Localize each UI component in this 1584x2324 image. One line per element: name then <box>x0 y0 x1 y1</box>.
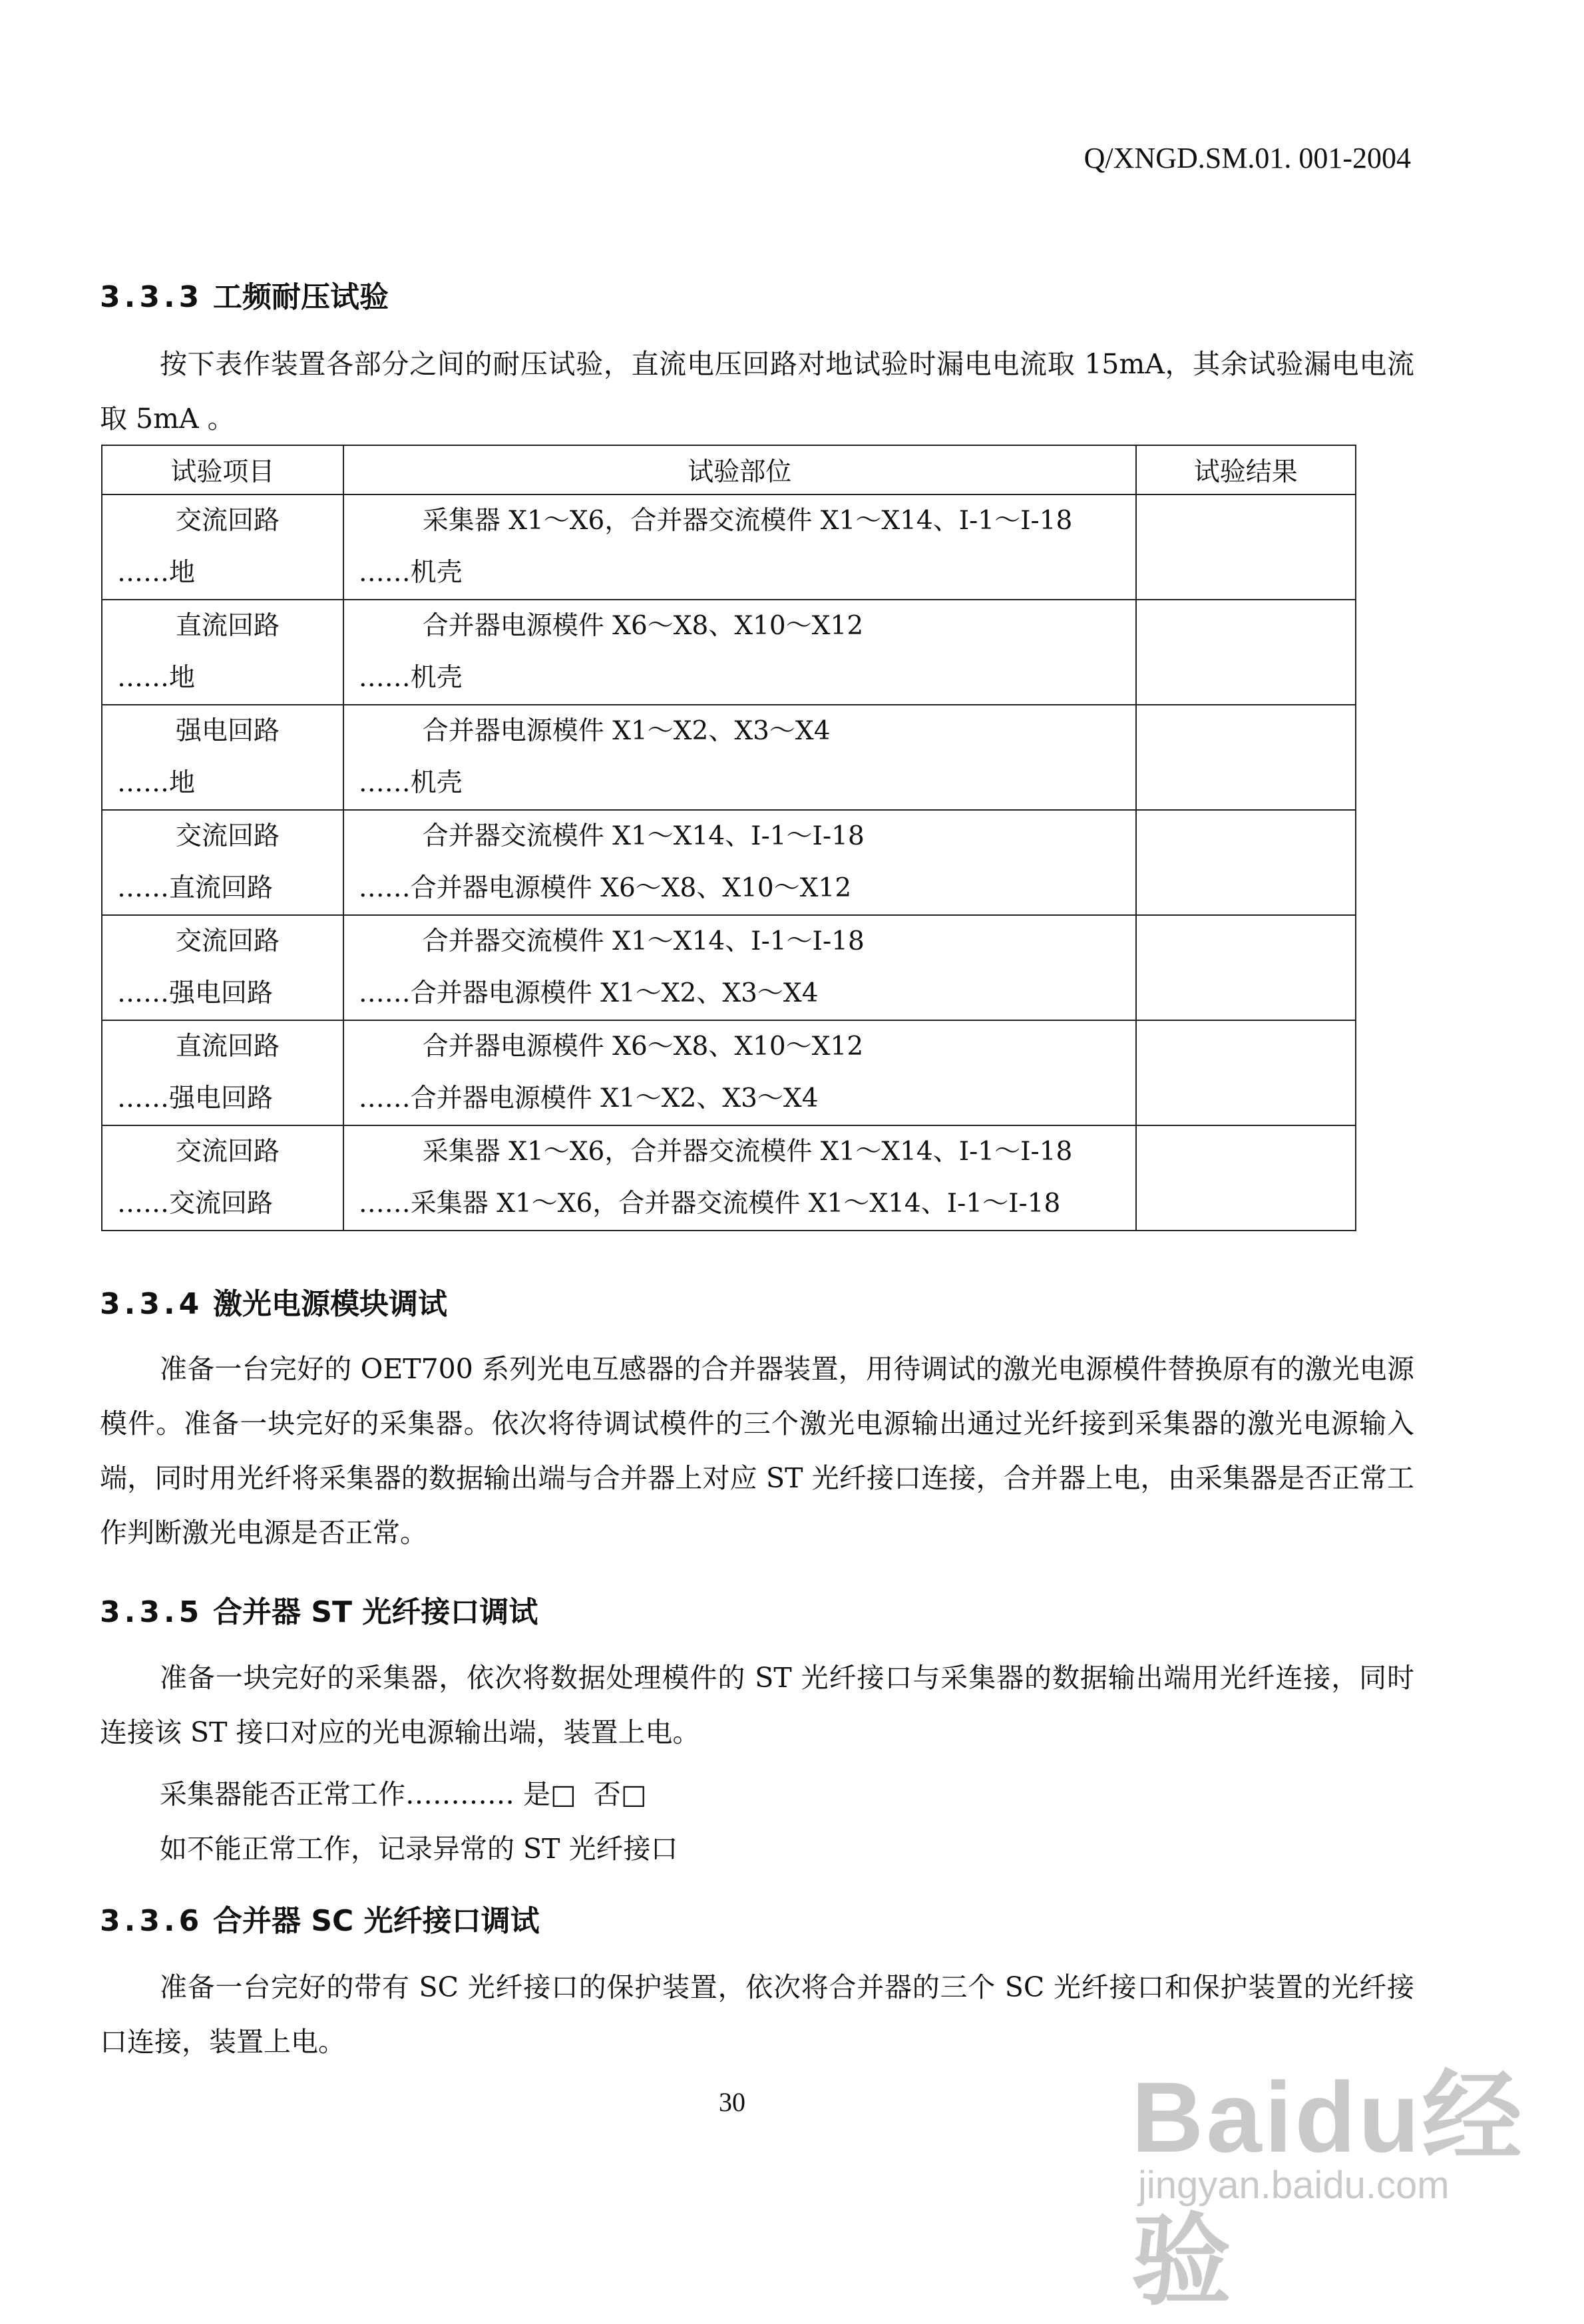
test-item-from: 直流回路 <box>176 1032 280 1062</box>
test-location-from: 合并器电源模件 X6～X8、X10～X12 <box>422 611 864 641</box>
test-location-from: 采集器 X1～X6，合并器交流模件 X1～X14、I-1～I-18 <box>422 1137 1073 1167</box>
document-id: Q/XNGD.SM.01. 001-2004 <box>1084 142 1411 174</box>
section-3-3-5-paragraph: 准备一块完好的采集器，依次将数据处理模件的 ST 光纤接口与采集器的数据输出端用光纤连接，同时连接该 ST 接口对应的光电源输出端，装置上电。 <box>100 1662 1414 1748</box>
section-3-3-6-heading <box>100 1897 540 1939</box>
test-location-to: ……机壳 <box>358 768 463 798</box>
test-result-cell <box>1136 1125 1356 1231</box>
test-item-from: 交流回路 <box>176 926 280 956</box>
test-item-cell <box>102 810 343 915</box>
test-location-cell <box>343 600 1136 705</box>
test-item-cell <box>102 600 343 705</box>
test-item-to: ……强电回路 <box>117 1083 274 1113</box>
table-row <box>102 915 1356 1020</box>
test-location-cell <box>343 705 1136 810</box>
section-number: 3.3.5 <box>100 1595 204 1629</box>
section-3-3-5-heading <box>100 1588 538 1631</box>
section-title: 激光电源模块调试 <box>213 1287 447 1321</box>
test-location-to: ……合并器电源模件 X1～X2、X3～X4 <box>358 978 819 1008</box>
test-location-from: 合并器交流模件 X1～X14、I-1～I-18 <box>422 821 865 851</box>
section-number: 3.3.3 <box>100 280 204 314</box>
withstand-voltage-test-table <box>101 445 1356 1231</box>
test-item-from: 交流回路 <box>176 1137 280 1167</box>
test-item-to: ……交流回路 <box>117 1189 274 1219</box>
table-header-row <box>102 445 1356 494</box>
section-3-3-3-heading <box>100 273 389 315</box>
test-item-from: 交流回路 <box>176 821 280 851</box>
table-row <box>102 600 1356 705</box>
test-result-cell <box>1136 705 1356 810</box>
section-3-3-6-paragraph: 准备一台完好的带有 SC 光纤接口的保护装置，依次将合并器的三个 SC 光纤接口和保护装置的光纤接口连接，装置上电。 <box>100 1971 1414 2058</box>
test-location-from: 采集器 X1～X6，合并器交流模件 X1～X14、I-1～I-18 <box>422 506 1073 536</box>
test-location-cell <box>343 494 1136 600</box>
baidu-watermark-url: jingyan.baidu.com <box>1138 2164 1450 2207</box>
test-location-to: ……合并器电源模件 X1～X2、X3～X4 <box>358 1083 819 1113</box>
section-number: 3.3.4 <box>100 1287 204 1321</box>
test-location-cell <box>343 915 1136 1020</box>
test-item-from: 交流回路 <box>176 506 280 536</box>
test-item-cell <box>102 705 343 810</box>
header-test-result: 试验结果 <box>1136 445 1356 494</box>
test-location-cell <box>343 1020 1136 1125</box>
test-item-cell <box>102 1125 343 1231</box>
section-title: 工频耐压试验 <box>213 280 389 314</box>
record-abnormal-line: 如不能正常工作，记录异常的 ST 光纤接口 <box>160 1833 678 1865</box>
test-item-cell <box>102 915 343 1020</box>
test-result-cell <box>1136 600 1356 705</box>
test-location-to: ……采集器 X1～X6，合并器交流模件 X1～X14、I-1～I-18 <box>358 1189 1061 1219</box>
section-3-3-4-paragraph: 准备一台完好的 OET700 系列光电互感器的合并器装置，用待调试的激光电源模件替换原有的激光电源模件。准备一块完好的采集器。依次将待调试模件的三个激光电源输出通过光纤接到采集器的激光电源输入端，同时用光纤将采集器的数据输出端与合并器上对应 ST 光纤接口连接，合并器上电，由采集器是否正常工作判断激光电源是否正常。 <box>100 1353 1414 1549</box>
table-row <box>102 494 1356 600</box>
test-location-from: 合并器交流模件 X1～X14、I-1～I-18 <box>422 926 865 956</box>
test-result-cell <box>1136 810 1356 915</box>
header-test-location: 试验部位 <box>343 445 1136 494</box>
test-result-cell <box>1136 494 1356 600</box>
test-result-cell <box>1136 1020 1356 1125</box>
test-location-to: ……机壳 <box>358 558 463 588</box>
table-row <box>102 705 1356 810</box>
section-title: 合并器 SC 光纤接口调试 <box>213 1904 540 1938</box>
test-location-from: 合并器电源模件 X1～X2、X3～X4 <box>422 716 831 746</box>
baidu-watermark-logo: Baidu经验 <box>1131 2061 1525 2317</box>
table-row <box>102 1125 1356 1231</box>
section-3-3-4-heading <box>100 1280 447 1322</box>
test-location-cell <box>343 1125 1136 1231</box>
test-item-cell <box>102 1020 343 1125</box>
test-item-from: 直流回路 <box>176 611 280 641</box>
test-item-to: ……地 <box>117 663 196 693</box>
page-number: 30 <box>719 2087 745 2117</box>
test-item-to: ……强电回路 <box>117 978 274 1008</box>
header-test-item: 试验项目 <box>102 445 343 494</box>
section-3-3-3-paragraph: 按下表作装置各部分之间的耐压试验，直流电压回路对地试验时漏电电流取 15mA，其余试验漏电电流取 5mA 。 <box>100 348 1414 435</box>
test-location-cell <box>343 810 1136 915</box>
test-location-to: ……合并器电源模件 X6～X8、X10～X12 <box>358 873 852 903</box>
test-item-from: 强电回路 <box>176 716 280 746</box>
normal-operation-check-line: 采集器能否正常工作………… 是□ 否□ <box>160 1778 647 1810</box>
test-item-to: ……地 <box>117 768 196 798</box>
test-location-to: ……机壳 <box>358 663 463 693</box>
section-number: 3.3.6 <box>100 1904 204 1938</box>
test-item-to: ……地 <box>117 558 196 588</box>
test-result-cell <box>1136 915 1356 1020</box>
table-row <box>102 810 1356 915</box>
test-item-cell <box>102 494 343 600</box>
table-row <box>102 1020 1356 1125</box>
test-location-from: 合并器电源模件 X6～X8、X10～X12 <box>422 1032 864 1062</box>
test-item-to: ……直流回路 <box>117 873 274 903</box>
section-title: 合并器 ST 光纤接口调试 <box>213 1595 538 1629</box>
